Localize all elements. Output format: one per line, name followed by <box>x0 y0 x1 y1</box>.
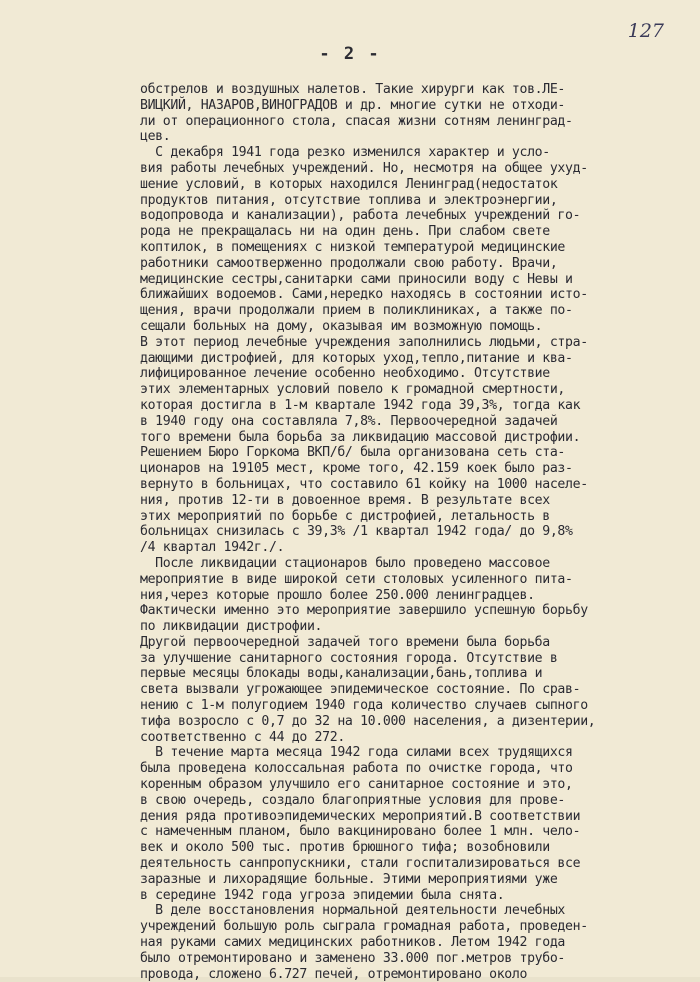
text-line: за улучшение санитарного состояния города. Отсутствие в <box>140 650 558 666</box>
text-line: света вызвали угрожающее эпидемическое состояние. По срав- <box>140 682 581 698</box>
text-line: мероприятие в виде широкой сети столовых усиленного пита- <box>140 571 573 587</box>
text-line: вия работы лечебных учреждений. Но, несмотря на общее ухуд- <box>140 160 588 176</box>
text-line: В течение марта месяца 1942 года силами всех трудящихся <box>140 745 573 761</box>
text-line: ционаров на 19105 мест, кроме того, 42.159 коек было раз- <box>140 461 573 477</box>
text-line: была проведена колоссальная работа по очистке города, что <box>140 761 573 777</box>
text-line: С декабря 1941 года резко изменился характер и усло- <box>140 145 550 161</box>
text-line: В деле восстановления нормальной деятельности лечебных <box>140 903 566 919</box>
text-line: рода не прекращалась ни на один день. При слабом свете <box>140 224 550 240</box>
page-number: - 2 - <box>319 44 381 64</box>
paragraph <box>140 145 680 556</box>
text-line: больницах снизилась с 39,3% /1 квартал 1942 года/ до 9,8% <box>140 524 573 540</box>
text-line: продуктов питания, отсутствие топлива и электроэнергии, <box>140 192 558 208</box>
text-line: шение условий, в которых находился Ленинград(недостаток <box>140 176 558 192</box>
text-line: провода, сложено 6.727 печей, отремонтировано около <box>140 966 528 982</box>
text-line: вернуто в больницах, что составило 61 койку на 1000 населе- <box>140 476 588 492</box>
text-line: ная руками самих медицинских работников. Летом 1942 года <box>140 935 566 951</box>
text-line: медицинские сестры,санитарки сами приносили воду с Невы и <box>140 271 573 287</box>
text-line: обстрелов и воздушных налетов. Такие хирурги как тов.ЛЕ- <box>140 82 566 97</box>
text-line: в свою очередь, создало благоприятные условия для прове- <box>140 792 566 808</box>
text-line: ния, против 12-ти в довоенное время. В результате всех <box>140 492 550 508</box>
text-line: этих мероприятий по борьбе с дистрофией, летальность в <box>140 508 550 524</box>
text-line: сещали больных на дому, оказывая им возможную помощь. <box>140 318 543 334</box>
text-line: коптилок, в помещениях с низкой температурой медицинские <box>140 239 566 255</box>
text-line: Решением Бюро Горкома ВКП/б/ была организована сеть ста- <box>140 445 566 461</box>
text-line: коренным образом улучшило его санитарное состояние и это, <box>140 777 573 793</box>
document-body <box>140 82 680 982</box>
text-line: первые месяцы блокады воды,канализации,бань,топлива и <box>140 666 543 682</box>
text-line: ния,через которые прошло более 250.000 ленинградцев. <box>140 587 535 603</box>
text-line: в 1940 году она составляла 7,8%. Первоочередной задачей <box>140 413 558 429</box>
text-line: в середине 1942 года угроза эпидемии была снята. <box>140 887 505 903</box>
paragraph <box>140 82 680 145</box>
text-line: Фактически именно это мероприятие завершило успешную борьбу <box>140 603 588 619</box>
text-line: ВИЦКИЙ, НАЗАРОВ,ВИНОГРАДОВ и др. многие сутки не отходи- <box>140 97 566 113</box>
paragraph <box>140 556 680 635</box>
text-line: заразные и лихорадящие больные. Этими мероприятиями уже <box>140 871 558 887</box>
text-line: После ликвидации стационаров было проведено массовое <box>140 555 550 571</box>
text-line: дающими дистрофией, для которых уход,тепло,питание и ква- <box>140 350 573 366</box>
text-line: век и около 500 тыс. против брюшного тифа; возобновили <box>140 840 550 856</box>
text-line: лифицированное лечение особенно необходимо. Отсутствие <box>140 366 550 382</box>
text-line: по ликвидации дистрофии. <box>140 619 323 635</box>
text-line: дения ряда противоэпидемических мероприятий.В соответствии <box>140 808 581 824</box>
folio-number: 127 <box>627 20 664 42</box>
text-line: водопровода и канализации), работа лечебных учреждений го- <box>140 208 581 224</box>
text-line: тифа возросло с 0,7 до 32 на 10.000 населения, а дизентерии, <box>140 713 596 729</box>
paragraph <box>140 635 680 746</box>
text-line: соответственно с 44 до 272. <box>140 729 345 745</box>
text-line: было отремонтировано и заменено 33.000 пог.метров трубо- <box>140 950 566 966</box>
text-line: ближайших водоемов. Сами,нередко находясь в состоянии исто- <box>140 287 588 303</box>
text-line: учреждений большую роль сыграла громадная работа, проведен- <box>140 919 588 935</box>
text-line: щения, врачи продолжали прием в поликлиниках, а также по- <box>140 303 573 319</box>
text-line: нению с 1-м полугодием 1940 года количество случаев сыпного <box>140 698 588 714</box>
paragraph <box>140 903 680 982</box>
text-line: ли от операционного стола, спасая жизни сотням ленинград- <box>140 113 573 129</box>
text-line: Другой первоочередной задачей того времени была борьба <box>140 634 550 650</box>
text-line: этих элементарных условий повело к громадной смертности, <box>140 382 566 398</box>
text-line: цев. <box>140 129 171 145</box>
text-line: деятельность санпропускники, стали госпитализироваться все <box>140 856 581 872</box>
text-line: В этот период лечебные учреждения заполнились людьми, стра- <box>140 334 588 350</box>
text-line: с намеченным планом, было вакцинировано более 1 млн. чело- <box>140 824 581 840</box>
paragraph <box>140 745 680 903</box>
text-line: которая достигла в 1-м квартале 1942 года 39,3%, тогда как <box>140 397 581 413</box>
text-line: работники самоотверженно продолжали свою работу. Врачи, <box>140 255 558 271</box>
text-line: того времени была борьба за ликвидацию массовой дистрофии. <box>140 429 581 445</box>
text-line: /4 квартал 1942г./. <box>140 540 285 556</box>
